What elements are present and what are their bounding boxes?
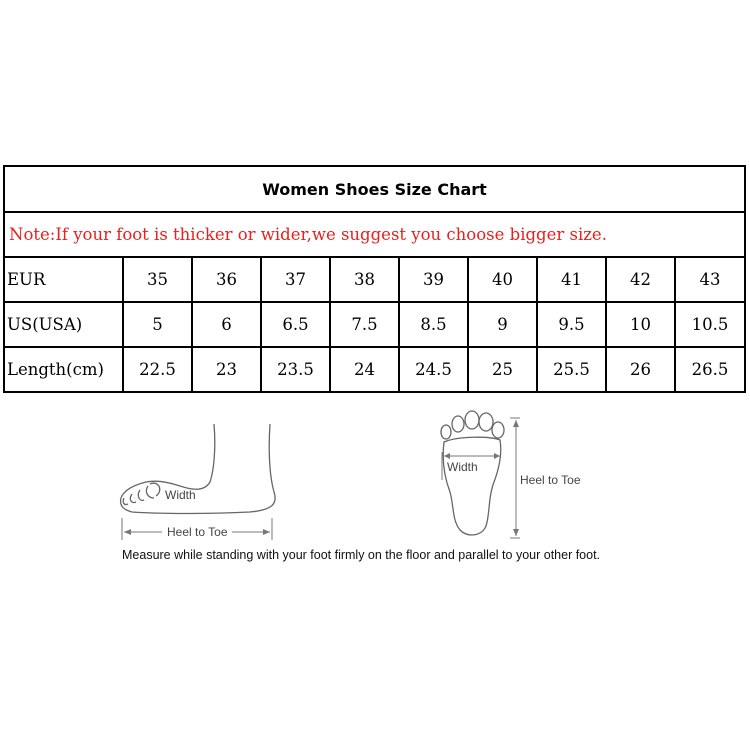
top-length-arrow-icon <box>510 418 520 538</box>
size-note: Note:If your foot is thicker or wider,we suggest you choose bigger size. <box>5 213 744 258</box>
table-cell: 41 <box>537 258 606 302</box>
table-cell: 6 <box>192 302 261 347</box>
row-label: Length(cm) <box>5 347 123 391</box>
side-length-label: Heel to Toe <box>167 525 228 539</box>
table-cell: 25 <box>468 347 537 391</box>
size-table <box>5 258 744 391</box>
table-cell: 39 <box>399 258 468 302</box>
table-cell: 40 <box>468 258 537 302</box>
foot-top-diagram <box>430 408 600 543</box>
table-row-eur <box>5 258 744 302</box>
table-cell: 10.5 <box>675 302 744 347</box>
table-cell: 43 <box>675 258 744 302</box>
table-cell: 26.5 <box>691 360 729 379</box>
table-cell: 9.5 <box>537 302 606 347</box>
table-cell: 35 <box>123 258 192 302</box>
table-cell: 24.5 <box>399 347 468 391</box>
measure-caption: Measure while standing with your foot firmly on the floor and parallel to your other foot. <box>122 548 601 562</box>
table-cell: 24 <box>330 347 399 391</box>
size-chart <box>3 165 746 393</box>
foot-side-diagram <box>110 418 290 548</box>
foot-side-outline-icon <box>121 424 276 514</box>
table-cell: 26 <box>606 347 675 391</box>
table-cell: 37 <box>261 258 330 302</box>
table-cell: 22.5 <box>123 347 192 391</box>
table-cell: 9 <box>468 302 537 347</box>
table-cell: 10 <box>606 302 675 347</box>
table-cell: 23.5 <box>261 347 330 391</box>
top-length-label: Heel to Toe <box>520 473 581 487</box>
table-cell: 36 <box>192 258 261 302</box>
table-cell: 6.5 <box>261 302 330 347</box>
side-width-label: Width <box>165 488 196 502</box>
table-cell: 23 <box>192 347 261 391</box>
table-row-us <box>5 302 744 347</box>
table-cell: 42 <box>606 258 675 302</box>
table-cell: 5 <box>123 302 192 347</box>
table-cell: 7.5 <box>330 302 399 347</box>
row-label: EUR <box>5 258 123 302</box>
chart-title: Women Shoes Size Chart <box>5 167 744 213</box>
table-cell: 38 <box>330 258 399 302</box>
top-width-label: Width <box>447 460 478 474</box>
table-row-length <box>5 347 744 391</box>
table-cell: 25.5 <box>537 347 606 391</box>
row-label: US(USA) <box>5 302 123 347</box>
table-cell: 8.5 <box>399 302 468 347</box>
